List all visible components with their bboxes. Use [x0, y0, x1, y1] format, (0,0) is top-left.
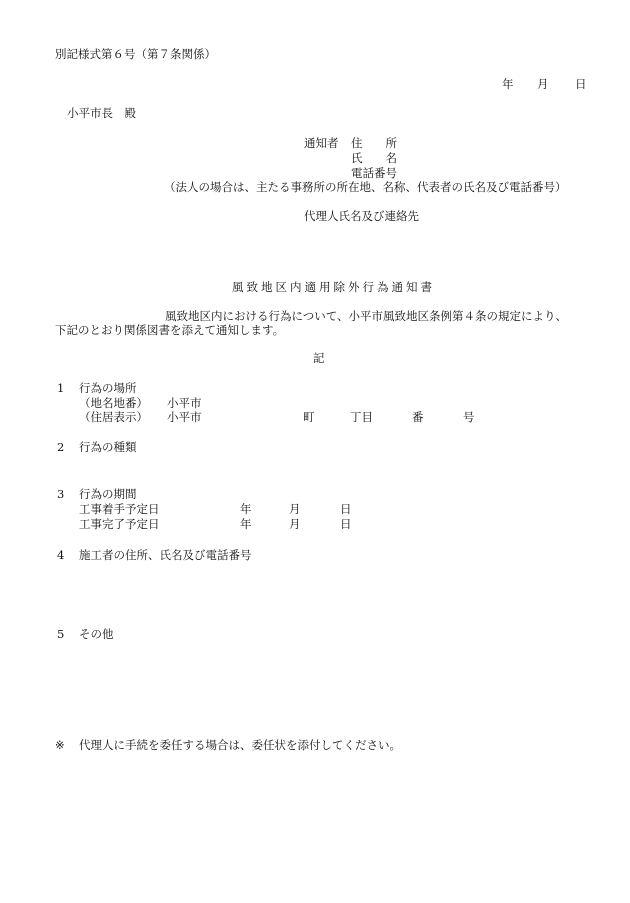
section-4-number: 4 — [57, 548, 65, 562]
section-2-label: 行為の種類 — [79, 440, 137, 454]
start-day: 日 — [340, 502, 352, 516]
ban-label: 番 — [412, 410, 424, 424]
date-month: 月 — [537, 77, 549, 91]
address-label: 住 所 — [351, 136, 397, 150]
section-3-number: 3 — [57, 487, 65, 501]
go-label: 号 — [463, 410, 475, 424]
cho-label: 町 — [303, 410, 315, 424]
date-year: 年 — [502, 77, 514, 91]
residence-value: 小平市 — [167, 410, 202, 424]
body-line-2: 下記のとおり関係図書を添えて通知します。 — [55, 323, 285, 337]
end-year: 年 — [240, 517, 252, 531]
lot-value: 小平市 — [167, 396, 202, 410]
residence-label: （住居表示） — [79, 410, 148, 424]
notifier-label: 通知者 — [304, 136, 339, 150]
footnote-text: 代理人に手続を委任する場合は、委任状を添付してください。 — [79, 738, 401, 752]
ki-heading: 記 — [313, 351, 325, 365]
corporate-note: （法人の場合は、主たる事務所の所在地、名称、代表者の氏名及び電話番号） — [164, 180, 567, 194]
section-5-number: 5 — [57, 627, 65, 641]
start-month: 月 — [289, 502, 301, 516]
section-5-label: その他 — [79, 627, 114, 641]
start-year: 年 — [240, 502, 252, 516]
body-line-1: 風致地区内における行為について、小平市風致地区条例第４条の規定により、 — [165, 309, 568, 323]
section-2-number: 2 — [57, 440, 65, 454]
section-1-label: 行為の場所 — [79, 381, 137, 395]
section-4-label: 施工者の住所、氏名及び電話番号 — [79, 548, 252, 562]
addressee: 小平市長 殿 — [67, 106, 136, 120]
end-day: 日 — [340, 517, 352, 531]
document-title: 風致地区内適用除外行為通知書 — [232, 280, 435, 294]
date-day: 日 — [575, 77, 587, 91]
form-number: 別記様式第６号（第７条関係） — [55, 47, 216, 61]
phone-label: 電話番号 — [351, 166, 397, 180]
start-date-label: 工事着手予定日 — [79, 502, 160, 516]
end-month: 月 — [289, 517, 301, 531]
end-date-label: 工事完了予定日 — [79, 517, 160, 531]
lot-label: （地名地番） — [79, 396, 148, 410]
section-1-number: 1 — [57, 381, 65, 395]
agent-label: 代理人氏名及び連絡先 — [304, 209, 419, 223]
chome-label: 丁目 — [350, 410, 373, 424]
section-3-label: 行為の期間 — [79, 487, 137, 501]
name-label: 氏 名 — [351, 151, 397, 165]
footnote-mark: ※ — [55, 738, 65, 752]
